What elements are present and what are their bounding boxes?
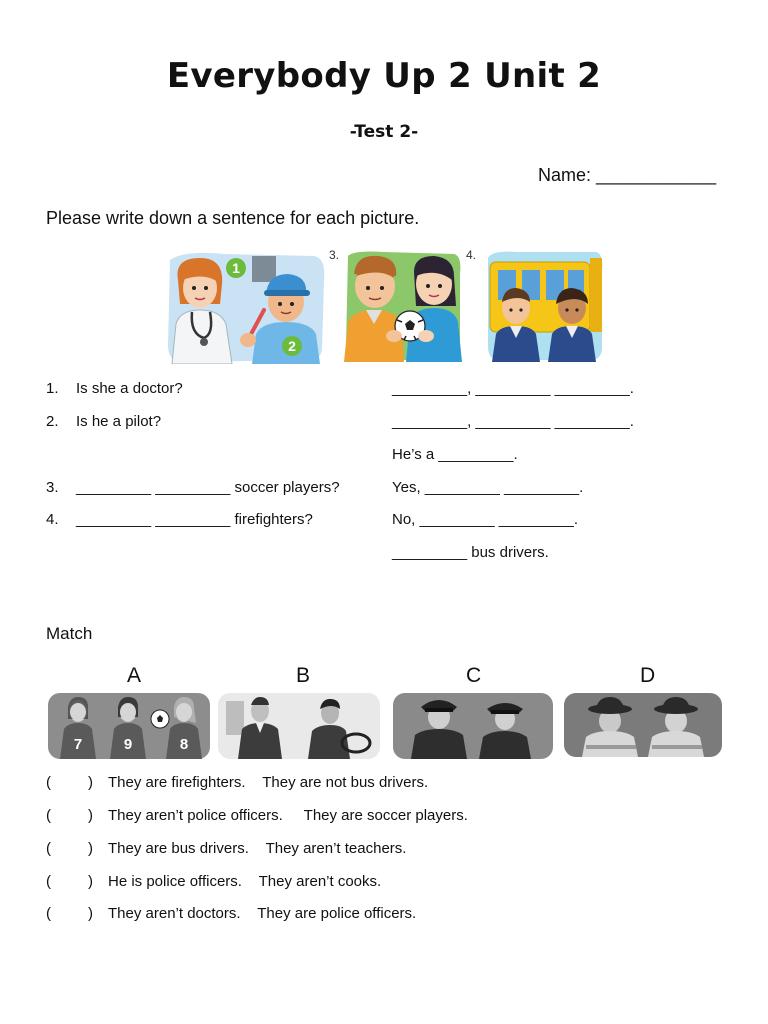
- question-row-4: [0, 511, 768, 531]
- answer-paren-open[interactable]: (: [46, 905, 51, 922]
- answer-paren-close: ): [88, 873, 93, 890]
- column-letter-a: A: [127, 664, 142, 687]
- question-number: 3.: [46, 479, 59, 496]
- soccer-players-gray-picture: [48, 693, 210, 759]
- soccer-players-illustration: [344, 250, 462, 362]
- picture-number-3: 3.: [329, 248, 340, 262]
- picture-number-4: 4.: [466, 248, 477, 262]
- worksheet-title: Everybody Up 2 Unit 2: [166, 56, 602, 96]
- picture-number-1: 1: [232, 260, 240, 276]
- doctor-pilot-picture: [164, 250, 326, 364]
- match-heading: Match: [46, 624, 93, 643]
- bus-drivers-gray-illustration: [218, 693, 380, 759]
- sentence-1: They are firefighters.: [108, 774, 246, 791]
- question-row-1: [0, 380, 768, 400]
- column-letter-c: C: [466, 664, 482, 687]
- sentence-2: They are not bus drivers.: [262, 774, 429, 791]
- answer-paren-open[interactable]: (: [46, 873, 51, 890]
- answer-paren-open[interactable]: (: [46, 807, 51, 824]
- answer-paren-close: ): [88, 774, 93, 791]
- picture-number-2: 2: [288, 338, 296, 354]
- answer-blank[interactable]: Yes, _________ _________.: [392, 479, 584, 496]
- jersey-number: 7: [73, 736, 83, 753]
- sentence-2: They are soccer players.: [303, 807, 468, 824]
- bus-drivers-illustration: [486, 250, 604, 362]
- answer-blank[interactable]: _________ bus drivers.: [392, 544, 549, 561]
- question-row-3: [0, 479, 768, 499]
- answer-paren-close: ): [88, 905, 93, 922]
- sentence-1: They aren’t doctors.: [108, 905, 241, 922]
- jersey-number: 8: [179, 736, 189, 753]
- column-letter-d: D: [640, 664, 656, 687]
- column-letter-b: B: [296, 664, 311, 687]
- answer-paren-close: ): [88, 840, 93, 857]
- question-row-4-followup: [0, 544, 768, 564]
- sentence-2: They aren’t teachers.: [265, 840, 407, 857]
- answer-blank[interactable]: He’s a _________.: [392, 446, 518, 463]
- firefighters-gray-picture: [564, 693, 722, 757]
- answer-paren-open[interactable]: (: [46, 840, 51, 857]
- sentence-1: He is police officers.: [108, 873, 242, 890]
- jersey-number: 9: [123, 736, 133, 753]
- soccer-players-picture: [344, 250, 462, 362]
- question-row-2: [0, 413, 768, 433]
- answer-blank[interactable]: No, _________ _________.: [392, 511, 579, 528]
- soccer-players-gray-illustration: [48, 693, 210, 759]
- answer-blank[interactable]: _________, _________ _________.: [392, 413, 634, 430]
- answer-paren-close: ): [88, 807, 93, 824]
- bus-drivers-gray-picture: [218, 693, 380, 759]
- police-officers-gray-picture: [393, 693, 553, 759]
- question-row-2-followup: [0, 446, 768, 466]
- question-number: 4.: [46, 511, 59, 528]
- sentence-2: They are police officers.: [257, 905, 417, 922]
- firefighters-gray-illustration: [564, 693, 722, 757]
- answer-blank[interactable]: _________, _________ _________.: [392, 380, 634, 397]
- question-text[interactable]: _________ _________ soccer players?: [76, 479, 340, 496]
- question-number: 2.: [46, 413, 59, 430]
- question-text[interactable]: _________ _________ firefighters?: [76, 511, 313, 528]
- name-field[interactable]: Name: ____________: [538, 165, 717, 185]
- sentence-1: They aren’t police officers.: [108, 807, 283, 824]
- bus-drivers-picture: [486, 250, 604, 362]
- instruction-text: Please write down a sentence for each picture.: [46, 208, 420, 228]
- question-text: Is he a pilot?: [76, 413, 162, 430]
- worksheet-subtitle: -Test 2-: [349, 122, 419, 142]
- doctor-pilot-illustration: [164, 250, 326, 364]
- police-officers-gray-illustration: [393, 693, 553, 759]
- sentence-2: They aren’t cooks.: [258, 873, 382, 890]
- answer-paren-open[interactable]: (: [46, 774, 51, 791]
- question-text: Is she a doctor?: [76, 380, 183, 397]
- question-number: 1.: [46, 380, 59, 397]
- sentence-1: They are bus drivers.: [108, 840, 249, 857]
